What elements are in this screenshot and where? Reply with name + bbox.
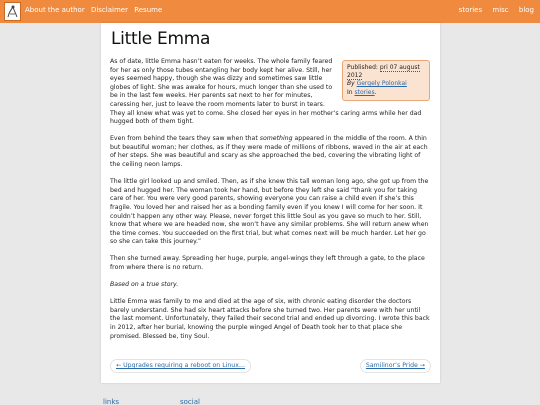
article-body xyxy=(110,58,430,350)
paragraph-2: Even from behind the tears they saw when that something appeared in the middle of the room. A thin but beautiful woman; her clothes, as if they were made of millions of ribbons, waved in the air at each of her steps. She was beautiful and scary as she approached the bed, covering the vibrating light of the ceiling neon lamps. xyxy=(110,135,428,169)
by-label: By xyxy=(347,80,355,88)
paragraph-3: The little girl looked up and smiled. Then, as if she knew this tall woman long ago, she got up from the bed and hugged her. The woman took her hand, but before they left she said “thank you for taking care of her. You were very good parents, showing everyone you can raise a child even if she’s this fragile. You loved her and raised her as a bonding family even if you knew I will come for her soon. It couldn’t happen any other way. Please, never forget this little Soul as you gave so much to her. Still, know that where we are headed now, she won’t have any similar problems. She will return anew when the time comes. You succeeded on the first trial, but what comes next will be much harder. Let her go so she can take this journey.” xyxy=(110,178,429,246)
top-navigation-bar xyxy=(0,0,540,23)
paragraph-1: As of date, little Emma hasn’t eaten for weeks. The whole family feared for her as only those tubes entangling her body kept her alive. Still, her eyes seemed happy, though she was dizzy and sometimes saw little globes of light. She was awake for hours, much longer than she used to be in the last few weeks. Her parents sat next to her for minutes, caressing her, just to leave the room moments later to burst in tears. They all knew what was yet to come. She closed her eyes in her mother’s caring arms while her dad hugged both of them tight. xyxy=(110,58,422,126)
paragraph-6: Little Emma was family to me and died at the age of six, with chronic eating disorder the doctors barely understand. She had six heart attacks before she turned two. Her parents were with her until the last moment. Unfortunately, they failed their second trial and ended up divorcing. I wrote this back in 2012, after her burial, knowing the purple winged Angel of Death took her to that place she promised. Blessed be, tiny Soul. xyxy=(110,298,430,340)
paragraph-5: Based on a true story. xyxy=(110,281,179,289)
published-label: Published: xyxy=(347,64,378,71)
published-date: pri 07 august 2012 xyxy=(347,64,420,80)
article-card xyxy=(101,23,440,383)
next-post-link[interactable]: Samilinor’s Pride → xyxy=(360,359,431,373)
in-label: In xyxy=(347,88,353,96)
article-title: Little Emma xyxy=(111,29,211,49)
publication-info-box xyxy=(342,60,430,101)
site-logo-icon[interactable] xyxy=(4,2,21,21)
published-line xyxy=(347,64,425,80)
nav-resume-link[interactable]: Resume xyxy=(134,6,163,14)
top-nav-right xyxy=(451,6,534,14)
top-nav-left xyxy=(25,6,166,14)
footer-links-heading[interactable]: links xyxy=(103,398,120,405)
category-line: In stories. xyxy=(347,88,377,96)
previous-post-link[interactable]: ← Upgrades requiring a reboot on Linux… xyxy=(110,359,251,373)
category-link[interactable]: stories xyxy=(354,88,375,96)
nav-blog-link[interactable]: blog xyxy=(518,6,534,14)
paragraph-4: Then she turned away. Spreading her huge, purple, angel-wings they left through a gate, to the place from where there is no return. xyxy=(110,255,425,271)
nav-disclaimer-link[interactable]: Disclaimer xyxy=(90,6,128,14)
footer-social-heading[interactable]: social xyxy=(180,398,200,405)
nav-misc-link[interactable]: misc xyxy=(492,6,509,14)
author-link[interactable]: Gergely Polonkai xyxy=(356,80,407,88)
nav-stories-link[interactable]: stories xyxy=(458,6,483,14)
nav-about-author-link[interactable]: About the author xyxy=(25,6,85,14)
author-line xyxy=(347,80,425,88)
